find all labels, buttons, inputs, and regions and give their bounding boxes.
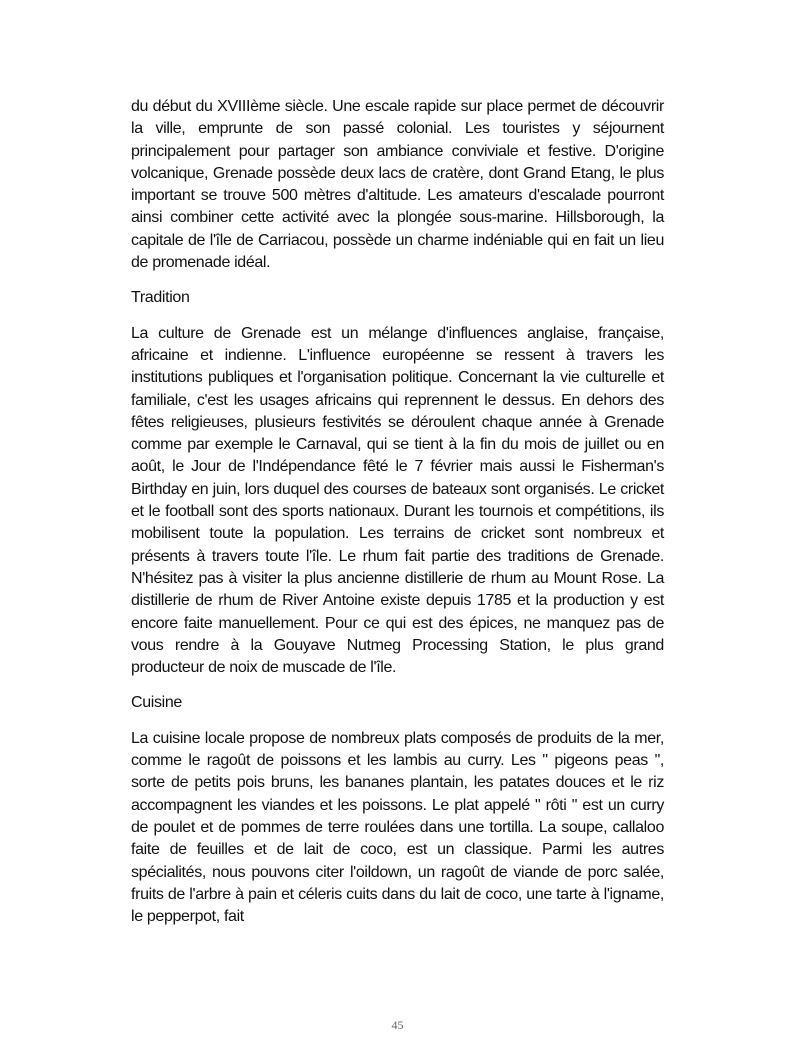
paragraph-tradition: La culture de Grenade est un mélange d'influences anglaise, française, africaine et indienne. L'influence européenne se ressent à travers les institutions publiques et l'organisation politique. Concernant la vie culturelle et familiale, c'est les usages africains qui reprennent le dessus. En dehors des fêtes religieuses, plusieurs festivités se déroulent chaque année à Grenade comme par exemple le Carnaval, qui se tient à la fin du mois de juillet ou en août, le Jour de l'Indépendance fêté le 7 février mais aussi le Fisherman's Birthday en juin, lors duquel des courses de bateaux sont organisés. Le cricket et le football sont des sports nationaux. Durant les tournois et compétitions, ils mobilisent toute la population. Les terrains de cricket sont nombreux et présents à travers toute l'île. Le rhum fait partie des traditions de Grenade. N'hésitez pas à visiter la plus ancienne distillerie de rhum au Mount Rose. La distillerie de rhum de River Antoine existe depuis 1785 et la production y est encore faite manuellement. Pour ce qui est des épices, ne manquez pas de vous rendre à la Gouyave Nutmeg Processing Station, le plus grand producteur de noix de muscade de l'île.: [131, 324, 664, 677]
paragraph-intro: du début du XVIIIème siècle. Une escale rapide sur place permet de découvrir la ville, emprunte de son passé colonial. Les touristes y séjournent principalement pour partager son ambiance conviviale et festive. D'origine volcanique, Grenade possède deux lacs de cratère, dont Grand Etang, le plus important se trouve 500 mètres d'altitude. Les amateurs d'escalade pourront ainsi combiner cette activité avec la plongée sous-marine. Hillsborough, la capitale de l'île de Carriacou, possède un charme indéniable qui en fait un lieu de promenade idéal.: [131, 98, 664, 272]
document-body: [131, 96, 664, 928]
section-heading-cuisine: Cuisine: [131, 694, 182, 712]
page-number: 45: [391, 1018, 404, 1032]
section-heading-tradition: Tradition: [131, 289, 190, 307]
paragraph-cuisine: La cuisine locale propose de nombreux plats composés de produits de la mer, comme le ragoût de poissons et les lambis au curry. Les " pigeons peas ", sorte de petits pois bruns, les bananes plantain, les patates douces et le riz accompagnent les viandes et les poissons. Le plat appelé " rôti " est un curry de poulet et de pommes de terre roulées dans une tortilla. La soupe, callaloo faite de feuilles et de lait de coco, est un classique. Parmi les autres spécialités, nous pouvons citer l'oildown, un ragoût de viande de porc salée, fruits de l'arbre à pain et céleris cuits dans du lait de coco, une tarte à l'igname, le pepperpot, fait: [131, 729, 664, 926]
